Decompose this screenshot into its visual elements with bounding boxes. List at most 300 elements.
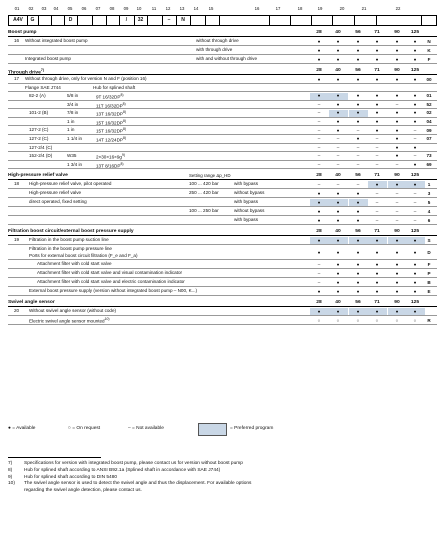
availability-symbol: ● bbox=[375, 270, 379, 276]
code-cell bbox=[205, 16, 220, 25]
availability-symbol: ● bbox=[356, 101, 360, 107]
option-code: 73 bbox=[426, 153, 432, 159]
size-header: 125 bbox=[410, 300, 420, 306]
availability-symbol: ● bbox=[317, 237, 321, 243]
option-row bbox=[8, 126, 437, 135]
availability-symbol: ● bbox=[356, 56, 360, 62]
row-divider bbox=[8, 224, 437, 225]
size-header: 40 bbox=[335, 30, 341, 35]
availability-symbol: ● bbox=[356, 38, 360, 44]
code-cell bbox=[77, 16, 93, 25]
size-header: 71 bbox=[374, 30, 380, 35]
size-header: 56 bbox=[355, 300, 361, 306]
availability-symbol: ● bbox=[395, 270, 399, 276]
column-number: 04 bbox=[53, 6, 59, 11]
section-header bbox=[8, 67, 437, 74]
option-row bbox=[8, 152, 437, 161]
option-text: W35 bbox=[67, 153, 77, 159]
footnote-key: 7) bbox=[8, 461, 13, 466]
column-number: 12 bbox=[165, 6, 171, 11]
option-text: 1 3/4 in bbox=[67, 161, 83, 167]
availability-symbol: ● bbox=[413, 270, 417, 276]
option-code: E bbox=[427, 288, 431, 294]
option-text: 13T 8/16DP$^{8)}$ bbox=[96, 161, 124, 169]
availability-symbol: ● bbox=[375, 93, 379, 99]
option-text: Filtration in the boost pump pressure line bbox=[29, 246, 112, 252]
availability-symbol: ● bbox=[395, 56, 399, 62]
option-code: P bbox=[427, 270, 431, 276]
availability-symbol: ● bbox=[336, 101, 340, 107]
availability-symbol: ● bbox=[317, 288, 321, 294]
availability-symbol: ● bbox=[356, 217, 360, 223]
option-code: F bbox=[427, 56, 431, 62]
availability-symbol: – bbox=[413, 217, 417, 223]
availability-symbol: ● bbox=[317, 38, 321, 44]
code-cell: A4V bbox=[9, 16, 28, 25]
size-header: 71 bbox=[374, 300, 380, 306]
option-text: with bypass bbox=[234, 199, 259, 205]
option-text: 127-2 (C) bbox=[29, 135, 49, 141]
code-cell bbox=[332, 16, 355, 25]
option-code: B bbox=[427, 279, 431, 285]
availability-symbol: ● bbox=[336, 261, 340, 267]
option-row bbox=[8, 75, 437, 84]
availability-symbol: ● bbox=[395, 38, 399, 44]
availability-symbol: – bbox=[317, 181, 321, 187]
option-row bbox=[8, 118, 437, 127]
availability-symbol: ● bbox=[336, 119, 340, 125]
availability-symbol: ● bbox=[336, 127, 340, 133]
option-row bbox=[8, 144, 437, 153]
column-header: Hub for splined shaft bbox=[93, 85, 136, 90]
option-row bbox=[8, 46, 437, 55]
availability-symbol: ● bbox=[413, 119, 417, 125]
option-text: 5/8 in bbox=[67, 93, 79, 98]
code-cell: / bbox=[119, 16, 135, 25]
availability-symbol: ● bbox=[395, 153, 399, 159]
option-row bbox=[8, 307, 437, 316]
availability-symbol: ● bbox=[375, 38, 379, 44]
footnote-ref: 8) bbox=[123, 127, 127, 132]
availability-symbol: ● bbox=[395, 119, 399, 125]
column-number: 08 bbox=[109, 6, 115, 11]
availability-symbol: ● bbox=[413, 237, 417, 243]
option-text: 1 in bbox=[67, 118, 75, 124]
availability-symbol: – bbox=[395, 190, 399, 196]
availability-symbol: – bbox=[317, 101, 321, 107]
size-header: 40 bbox=[335, 68, 341, 73]
code-cell bbox=[354, 16, 377, 25]
availability-symbol: ● bbox=[413, 279, 417, 285]
code-cell bbox=[147, 16, 163, 25]
size-header: 90 bbox=[394, 300, 400, 306]
availability-symbol: – bbox=[317, 136, 321, 142]
availability-symbol: – bbox=[317, 144, 321, 150]
option-code: 3 bbox=[427, 190, 431, 196]
availability-symbol: ● bbox=[413, 308, 417, 314]
size-header: 125 bbox=[410, 68, 420, 73]
option-text: Without integrated boost pump bbox=[25, 38, 88, 43]
availability-symbol: ● bbox=[395, 144, 399, 150]
availability-symbol: – bbox=[375, 208, 379, 214]
availability-symbol: ● bbox=[413, 101, 417, 107]
option-row bbox=[8, 189, 437, 198]
option-row bbox=[8, 269, 437, 278]
footnote bbox=[8, 474, 264, 481]
availability-symbol: ● bbox=[356, 237, 360, 243]
footnote-ref: 7) bbox=[40, 68, 45, 72]
availability-symbol: – bbox=[317, 162, 321, 168]
size-header: 40 bbox=[335, 229, 341, 235]
option-text: without bypass bbox=[234, 208, 265, 214]
footnote bbox=[8, 481, 264, 494]
availability-symbol: – bbox=[375, 199, 379, 205]
column-number: 02 bbox=[28, 6, 34, 11]
option-text: $2\times 30\times 16\times 9g^{9)}$ bbox=[96, 153, 125, 160]
availability-symbol: ● bbox=[395, 181, 399, 187]
availability-symbol: ● bbox=[356, 136, 360, 142]
availability-symbol: – bbox=[336, 162, 340, 168]
option-text: Ports for external boost circuit filtration (F_e and F_a) bbox=[29, 253, 138, 259]
availability-symbol: – bbox=[317, 127, 321, 133]
availability-symbol: ● bbox=[375, 237, 379, 243]
option-row bbox=[8, 278, 437, 287]
option-code: 02 bbox=[426, 110, 432, 116]
availability-symbol: ● bbox=[395, 288, 399, 294]
section-header bbox=[8, 228, 437, 235]
position-number: 19 bbox=[14, 237, 20, 243]
option-text: 11T 16/32DP$^{8)}$ bbox=[96, 101, 126, 109]
availability-symbol: ○ bbox=[317, 317, 321, 323]
option-row bbox=[8, 92, 437, 101]
availability-symbol: ● bbox=[336, 279, 340, 285]
availability-symbol: – bbox=[375, 217, 379, 223]
code-cell bbox=[376, 16, 422, 25]
availability-symbol: ● bbox=[336, 208, 340, 214]
option-code: 6 bbox=[427, 217, 431, 223]
column-number: 05 bbox=[67, 6, 73, 11]
availability-symbol: ● bbox=[356, 270, 360, 276]
availability-symbol: ● bbox=[317, 47, 321, 53]
footnote-text: Hub for splined shaft according to DIN 5480 bbox=[24, 474, 118, 480]
footnote-divider bbox=[8, 457, 101, 458]
option-row bbox=[8, 207, 437, 216]
size-header: 71 bbox=[374, 173, 380, 179]
option-row bbox=[8, 236, 437, 245]
availability-symbol: ● bbox=[413, 288, 417, 294]
availability-symbol: ○ bbox=[375, 317, 379, 323]
availability-symbol: ● bbox=[356, 76, 360, 82]
code-cell bbox=[38, 16, 52, 25]
availability-symbol: ● bbox=[336, 217, 340, 223]
availability-symbol: ● bbox=[413, 162, 417, 168]
availability-symbol: ● bbox=[336, 47, 340, 53]
availability-symbol: ● bbox=[395, 279, 399, 285]
legend-available: ● = Available bbox=[8, 426, 36, 431]
size-header: 28 bbox=[316, 300, 322, 306]
availability-symbol: ● bbox=[317, 208, 321, 214]
option-text: Integrated boost pump bbox=[25, 56, 71, 61]
footnote-ref: 8) bbox=[120, 93, 124, 97]
size-header: 28 bbox=[316, 30, 322, 35]
availability-symbol: ○ bbox=[356, 317, 360, 323]
size-header: 28 bbox=[316, 229, 322, 235]
availability-symbol: ● bbox=[317, 308, 321, 314]
availability-symbol: ● bbox=[395, 76, 399, 82]
availability-symbol: ● bbox=[375, 47, 379, 53]
availability-symbol: ● bbox=[336, 38, 340, 44]
availability-symbol: ● bbox=[413, 56, 417, 62]
availability-symbol: ● bbox=[413, 181, 417, 187]
code-cell bbox=[190, 16, 206, 25]
availability-symbol: ● bbox=[356, 308, 360, 314]
option-code: 01 bbox=[426, 93, 432, 99]
row-divider bbox=[8, 63, 437, 64]
availability-symbol: – bbox=[395, 199, 399, 205]
option-text: without bypass bbox=[234, 190, 265, 196]
size-header: 71 bbox=[374, 229, 380, 235]
availability-symbol: ○ bbox=[336, 317, 340, 323]
option-text: 1 1/4 in bbox=[67, 135, 83, 141]
option-text: Attachment filter with cold start valve bbox=[37, 261, 112, 267]
option-code: K bbox=[427, 47, 431, 53]
availability-symbol: – bbox=[317, 270, 321, 276]
legend bbox=[8, 426, 308, 436]
section-title: Boost pump bbox=[8, 30, 37, 35]
column-number: 03 bbox=[41, 6, 47, 11]
availability-symbol: – bbox=[413, 136, 417, 142]
option-text: High-pressure relief valve, pilot operated bbox=[29, 181, 112, 187]
availability-symbol: ● bbox=[395, 93, 399, 99]
option-text: Without through drive, only for version N and F (position 16) bbox=[25, 76, 147, 81]
availability-symbol: – bbox=[413, 153, 417, 159]
footnote-ref: 10) bbox=[104, 317, 110, 322]
option-code: N bbox=[427, 38, 431, 44]
option-code: 07 bbox=[426, 136, 432, 142]
option-code: R bbox=[427, 317, 431, 323]
section-title: Through drive$^{7)}$ bbox=[8, 68, 45, 76]
ordering-code-bar bbox=[8, 15, 437, 26]
legend-on-request: ○ = On request bbox=[68, 426, 101, 431]
size-header: 125 bbox=[410, 229, 420, 235]
option-code: D bbox=[427, 249, 431, 255]
column-number: 09 bbox=[123, 6, 129, 11]
availability-symbol: – bbox=[356, 153, 360, 159]
option-text: without through drive bbox=[196, 38, 239, 43]
availability-symbol: ● bbox=[395, 47, 399, 53]
availability-symbol: – bbox=[317, 261, 321, 267]
footnote-ref: 8) bbox=[123, 135, 127, 140]
availability-symbol: – bbox=[413, 190, 417, 196]
availability-symbol: ● bbox=[413, 76, 417, 82]
size-header: 28 bbox=[316, 68, 322, 73]
availability-symbol: ● bbox=[375, 110, 379, 116]
column-number: 20 bbox=[339, 6, 345, 11]
availability-symbol: ● bbox=[413, 144, 417, 150]
option-text: with bypass bbox=[234, 217, 259, 223]
availability-symbol: ● bbox=[395, 261, 399, 267]
availability-symbol: – bbox=[317, 279, 321, 285]
column-number: 15 bbox=[208, 6, 214, 11]
option-text: 13T 16/32DP$^{8)}$ bbox=[96, 110, 127, 117]
option-text: direct operated, fixed setting bbox=[29, 199, 87, 205]
footnote-key: 9) bbox=[8, 474, 13, 480]
position-number: 16 bbox=[14, 38, 20, 43]
option-text: 250 ... 420 bar bbox=[189, 190, 219, 196]
availability-symbol: – bbox=[375, 136, 379, 142]
option-code: S bbox=[427, 237, 431, 243]
size-header: 28 bbox=[316, 173, 322, 179]
footnote-ref: 8) bbox=[123, 118, 127, 123]
availability-symbol: ● bbox=[317, 199, 321, 205]
option-text: 127-2 (C) bbox=[29, 127, 49, 133]
column-number: 13 bbox=[179, 6, 185, 11]
availability-symbol: ● bbox=[413, 93, 417, 99]
row-divider bbox=[8, 295, 437, 296]
availability-symbol: ● bbox=[336, 199, 340, 205]
availability-symbol: ● bbox=[317, 76, 321, 82]
option-code: 09 bbox=[426, 127, 432, 133]
footnote-key: 8) bbox=[8, 467, 13, 473]
availability-symbol: ● bbox=[375, 261, 379, 267]
availability-symbol: ● bbox=[413, 249, 417, 255]
availability-symbol: – bbox=[336, 144, 340, 150]
option-row bbox=[8, 260, 437, 269]
option-code: F bbox=[427, 261, 431, 267]
availability-symbol: ● bbox=[317, 93, 321, 99]
column-header: Flange SAE J744 bbox=[25, 85, 61, 90]
option-row bbox=[8, 216, 437, 225]
availability-symbol: ● bbox=[356, 279, 360, 285]
availability-symbol: ● bbox=[356, 190, 360, 196]
column-number: 07 bbox=[95, 6, 101, 11]
option-row bbox=[8, 287, 437, 296]
column-number: 18 bbox=[297, 6, 303, 11]
option-text: 127-2/4 (C) bbox=[29, 144, 53, 150]
size-header: 125 bbox=[410, 30, 420, 35]
option-text: Attachment filter with cold start valve and visual contamination indicator bbox=[37, 270, 183, 276]
availability-symbol: ● bbox=[375, 119, 379, 125]
option-text: 15T 16/32DP$^{8)}$ bbox=[96, 127, 127, 134]
availability-symbol: ● bbox=[336, 270, 340, 276]
availability-symbol: ● bbox=[317, 217, 321, 223]
column-number: 17 bbox=[275, 6, 281, 11]
availability-symbol: – bbox=[395, 208, 399, 214]
footnote-text: The swivel angle sensor is used to detect the swivel angle and thus the displacement. For available options regarding the swivel angle detection, please contact us. bbox=[24, 481, 252, 493]
option-text: Without swivel angle sensor (without code) bbox=[29, 308, 117, 314]
option-row bbox=[8, 109, 437, 118]
size-header: 56 bbox=[355, 229, 361, 235]
setting-range-label: Setting range Δp_HD bbox=[189, 173, 231, 179]
availability-symbol: ● bbox=[395, 308, 399, 314]
availability-symbol: ● bbox=[336, 76, 340, 82]
code-cell: G bbox=[27, 16, 39, 25]
option-text: 152-2/4 (D) bbox=[29, 153, 53, 159]
footnote-ref: 9) bbox=[121, 153, 125, 158]
footnote-text: Hub for splined shaft according to ANSI B92.1a (Splined shaft in accordance with SAE J744) bbox=[24, 467, 221, 473]
footnotes bbox=[8, 461, 264, 494]
column-number: 22 bbox=[395, 6, 401, 11]
section-header bbox=[8, 172, 437, 179]
availability-symbol: – bbox=[413, 199, 417, 205]
code-cell bbox=[290, 16, 312, 25]
option-row bbox=[8, 180, 437, 189]
availability-symbol: ● bbox=[317, 56, 321, 62]
option-code: 5 bbox=[427, 199, 431, 205]
code-cell bbox=[219, 16, 270, 25]
column-number: 19 bbox=[317, 6, 323, 11]
size-header: 90 bbox=[394, 229, 400, 235]
availability-symbol: – bbox=[317, 110, 321, 116]
code-cell: N bbox=[176, 16, 191, 25]
size-header: 90 bbox=[394, 30, 400, 35]
option-row bbox=[8, 84, 437, 92]
row-divider bbox=[8, 324, 437, 325]
code-cell bbox=[311, 16, 333, 25]
legend-preferred: = Preferred program bbox=[230, 426, 274, 431]
option-text: with through drive bbox=[196, 47, 233, 52]
code-cell bbox=[106, 16, 120, 25]
code-cell bbox=[51, 16, 65, 25]
availability-symbol: – bbox=[375, 162, 379, 168]
availability-symbol: – bbox=[336, 153, 340, 159]
size-header: 125 bbox=[410, 173, 420, 179]
size-header: 56 bbox=[355, 30, 361, 35]
position-number: 20 bbox=[14, 308, 20, 314]
availability-symbol: ● bbox=[395, 249, 399, 255]
availability-symbol: ● bbox=[395, 110, 399, 116]
footnote-ref: 8) bbox=[122, 101, 126, 106]
availability-symbol: ● bbox=[356, 93, 360, 99]
size-header: 90 bbox=[394, 173, 400, 179]
option-text: with bypass bbox=[234, 181, 259, 187]
availability-symbol: – bbox=[375, 153, 379, 159]
option-text: 100 ... 250 bar bbox=[189, 208, 219, 214]
option-text: High-pressure relief valve bbox=[29, 190, 82, 196]
availability-symbol: – bbox=[356, 181, 360, 187]
section-header bbox=[8, 29, 437, 36]
availability-symbol: ● bbox=[356, 288, 360, 294]
availability-symbol: ● bbox=[356, 119, 360, 125]
availability-symbol: – bbox=[413, 208, 417, 214]
availability-symbol: – bbox=[413, 127, 417, 133]
availability-symbol: ● bbox=[336, 237, 340, 243]
availability-symbol: – bbox=[375, 190, 379, 196]
option-code: 52 bbox=[426, 101, 432, 107]
column-number: 14 bbox=[193, 6, 199, 11]
position-number: 17 bbox=[14, 76, 20, 81]
section-title: High-pressure relief valve bbox=[8, 173, 68, 179]
availability-symbol: – bbox=[395, 101, 399, 107]
option-code: 4 bbox=[427, 208, 431, 214]
footnote-ref: 8) bbox=[120, 161, 124, 166]
legend-not-available: – = Not available bbox=[128, 426, 164, 431]
option-code: 1 bbox=[427, 181, 431, 187]
column-number: 21 bbox=[361, 6, 367, 11]
availability-symbol: – bbox=[336, 181, 340, 187]
size-header: 40 bbox=[335, 173, 341, 179]
availability-symbol: ● bbox=[317, 190, 321, 196]
option-text: 100 ... 420 bar bbox=[189, 181, 219, 187]
option-text: Filtration in the boost pump suction line bbox=[29, 237, 109, 243]
option-text: External boost pressure supply (version without integrated boost pump – N00, K...) bbox=[29, 288, 198, 294]
availability-symbol: ● bbox=[395, 237, 399, 243]
option-row bbox=[8, 161, 437, 170]
availability-symbol: – bbox=[336, 136, 340, 142]
option-row bbox=[8, 37, 437, 46]
option-row bbox=[8, 135, 437, 144]
size-header: 56 bbox=[355, 173, 361, 179]
